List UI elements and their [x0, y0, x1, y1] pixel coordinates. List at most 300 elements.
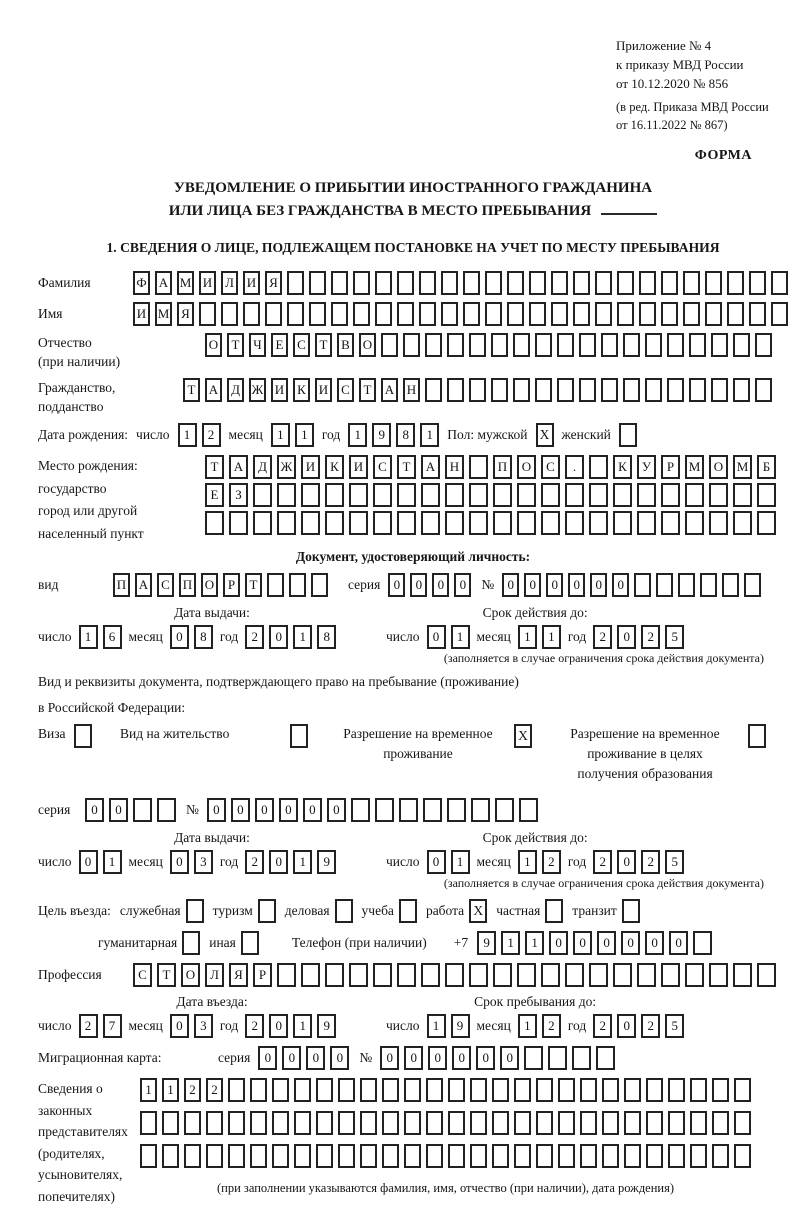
char-cell[interactable] — [709, 963, 728, 987]
char-cell[interactable]: И — [199, 271, 216, 295]
char-cell[interactable] — [228, 1111, 245, 1135]
purpose-official-checkbox[interactable] — [186, 899, 204, 923]
char-cell[interactable]: 1 — [271, 423, 290, 447]
gender-male-checkbox[interactable]: X — [536, 423, 554, 447]
char-cell[interactable]: 6 — [103, 625, 122, 649]
char-cell[interactable]: 0 — [669, 931, 688, 955]
char-cell[interactable]: 1 — [295, 423, 314, 447]
char-cell[interactable] — [757, 511, 776, 535]
char-cell[interactable] — [448, 1111, 465, 1135]
char-cell[interactable]: О — [201, 573, 218, 597]
char-cell[interactable] — [541, 963, 560, 987]
char-cell[interactable] — [133, 798, 152, 822]
char-cell[interactable] — [668, 1078, 685, 1102]
char-cell[interactable] — [573, 271, 590, 295]
char-cell[interactable] — [316, 1111, 333, 1135]
char-cell[interactable]: 0 — [207, 798, 226, 822]
patronymic-cells[interactable] — [205, 333, 772, 357]
char-cell[interactable]: 0 — [546, 573, 563, 597]
char-cell[interactable] — [690, 1078, 707, 1102]
char-cell[interactable] — [580, 1078, 597, 1102]
char-cell[interactable] — [419, 302, 436, 326]
char-cell[interactable] — [381, 333, 398, 357]
arrival-month-cells[interactable] — [170, 1014, 213, 1038]
char-cell[interactable] — [536, 1144, 553, 1168]
char-cell[interactable]: П — [113, 573, 130, 597]
char-cell[interactable] — [397, 511, 416, 535]
char-cell[interactable] — [360, 1078, 377, 1102]
char-cell[interactable] — [722, 573, 739, 597]
char-cell[interactable] — [689, 333, 706, 357]
char-cell[interactable] — [514, 1111, 531, 1135]
char-cell[interactable] — [469, 378, 486, 402]
char-cell[interactable] — [709, 511, 728, 535]
char-cell[interactable] — [646, 1078, 663, 1102]
char-cell[interactable] — [485, 271, 502, 295]
char-cell[interactable]: А — [421, 455, 440, 479]
char-cell[interactable] — [360, 1111, 377, 1135]
char-cell[interactable]: 1 — [542, 625, 561, 649]
char-cell[interactable] — [445, 963, 464, 987]
char-cell[interactable]: 1 — [518, 625, 537, 649]
char-cell[interactable] — [493, 483, 512, 507]
char-cell[interactable] — [470, 1078, 487, 1102]
stay-expiry-month-cells[interactable] — [518, 850, 561, 874]
char-cell[interactable] — [645, 378, 662, 402]
char-cell[interactable] — [661, 302, 678, 326]
char-cell[interactable] — [419, 271, 436, 295]
char-cell[interactable] — [157, 798, 176, 822]
char-cell[interactable] — [595, 271, 612, 295]
char-cell[interactable] — [646, 1111, 663, 1135]
char-cell[interactable]: О — [205, 333, 222, 357]
char-cell[interactable] — [536, 1111, 553, 1135]
char-cell[interactable] — [265, 302, 282, 326]
char-cell[interactable] — [734, 1078, 751, 1102]
char-cell[interactable] — [184, 1111, 201, 1135]
surname-cells[interactable] — [133, 271, 788, 295]
char-cell[interactable]: М — [177, 271, 194, 295]
char-cell[interactable] — [397, 483, 416, 507]
char-cell[interactable] — [162, 1144, 179, 1168]
visa-checkbox[interactable] — [74, 724, 92, 748]
char-cell[interactable] — [705, 302, 722, 326]
char-cell[interactable]: М — [155, 302, 172, 326]
char-cell[interactable]: Т — [157, 963, 176, 987]
char-cell[interactable] — [338, 1144, 355, 1168]
char-cell[interactable] — [551, 271, 568, 295]
legal-row3-cells[interactable] — [140, 1144, 751, 1168]
char-cell[interactable]: 0 — [388, 573, 405, 597]
char-cell[interactable] — [601, 333, 618, 357]
char-cell[interactable] — [287, 271, 304, 295]
char-cell[interactable] — [338, 1078, 355, 1102]
purpose-tourism-checkbox[interactable] — [258, 899, 276, 923]
char-cell[interactable]: Р — [661, 455, 680, 479]
identity-expiry-year-cells[interactable] — [593, 625, 684, 649]
char-cell[interactable]: А — [155, 271, 172, 295]
char-cell[interactable] — [617, 302, 634, 326]
char-cell[interactable] — [517, 511, 536, 535]
stay-issue-day-cells[interactable] — [79, 850, 122, 874]
char-cell[interactable] — [602, 1078, 619, 1102]
char-cell[interactable] — [639, 271, 656, 295]
char-cell[interactable]: К — [613, 455, 632, 479]
purpose-business-checkbox[interactable] — [335, 899, 353, 923]
legal-row2-cells[interactable] — [140, 1111, 751, 1135]
char-cell[interactable]: И — [301, 455, 320, 479]
birth-year-cells[interactable] — [348, 423, 439, 447]
char-cell[interactable] — [514, 1078, 531, 1102]
char-cell[interactable]: 5 — [665, 1014, 684, 1038]
char-cell[interactable] — [492, 1111, 509, 1135]
char-cell[interactable] — [558, 1144, 575, 1168]
char-cell[interactable]: 0 — [85, 798, 104, 822]
char-cell[interactable] — [734, 1111, 751, 1135]
char-cell[interactable] — [589, 483, 608, 507]
char-cell[interactable]: 0 — [573, 931, 592, 955]
char-cell[interactable] — [712, 1144, 729, 1168]
char-cell[interactable] — [228, 1144, 245, 1168]
char-cell[interactable]: С — [293, 333, 310, 357]
char-cell[interactable] — [709, 483, 728, 507]
char-cell[interactable] — [272, 1078, 289, 1102]
char-cell[interactable]: Н — [403, 378, 420, 402]
char-cell[interactable]: 2 — [245, 625, 264, 649]
char-cell[interactable]: 0 — [427, 625, 446, 649]
char-cell[interactable] — [513, 378, 530, 402]
char-cell[interactable] — [535, 333, 552, 357]
arrival-year-cells[interactable] — [245, 1014, 336, 1038]
char-cell[interactable]: 0 — [109, 798, 128, 822]
char-cell[interactable] — [595, 302, 612, 326]
char-cell[interactable] — [403, 333, 420, 357]
char-cell[interactable]: С — [337, 378, 354, 402]
char-cell[interactable] — [199, 302, 216, 326]
char-cell[interactable]: 0 — [452, 1046, 471, 1070]
char-cell[interactable] — [448, 1078, 465, 1102]
char-cell[interactable]: Д — [227, 378, 244, 402]
char-cell[interactable]: И — [315, 378, 332, 402]
char-cell[interactable]: Е — [205, 483, 224, 507]
char-cell[interactable] — [624, 1144, 641, 1168]
stay-issue-month-cells[interactable] — [170, 850, 213, 874]
char-cell[interactable] — [206, 1111, 223, 1135]
stay-expiry-year-cells[interactable] — [593, 850, 684, 874]
char-cell[interactable]: А — [135, 573, 152, 597]
char-cell[interactable]: 2 — [542, 1014, 561, 1038]
char-cell[interactable]: 2 — [641, 850, 660, 874]
char-cell[interactable]: 0 — [303, 798, 322, 822]
char-cell[interactable]: О — [709, 455, 728, 479]
char-cell[interactable] — [289, 573, 306, 597]
char-cell[interactable] — [309, 271, 326, 295]
char-cell[interactable]: 2 — [245, 1014, 264, 1038]
char-cell[interactable]: 7 — [103, 1014, 122, 1038]
char-cell[interactable] — [617, 271, 634, 295]
char-cell[interactable] — [375, 271, 392, 295]
identity-series-cells[interactable] — [388, 573, 471, 597]
char-cell[interactable] — [470, 1144, 487, 1168]
char-cell[interactable] — [712, 1078, 729, 1102]
char-cell[interactable] — [624, 1078, 641, 1102]
char-cell[interactable]: 2 — [79, 1014, 98, 1038]
migration-number-cells[interactable] — [380, 1046, 615, 1070]
char-cell[interactable] — [287, 302, 304, 326]
char-cell[interactable]: Т — [359, 378, 376, 402]
char-cell[interactable] — [613, 963, 632, 987]
char-cell[interactable]: 9 — [477, 931, 496, 955]
char-cell[interactable]: 0 — [330, 1046, 349, 1070]
char-cell[interactable] — [140, 1111, 157, 1135]
char-cell[interactable]: 0 — [645, 931, 664, 955]
char-cell[interactable] — [471, 798, 490, 822]
char-cell[interactable]: 0 — [621, 931, 640, 955]
char-cell[interactable]: Б — [757, 455, 776, 479]
birthplace-row3-cells[interactable] — [205, 511, 776, 535]
char-cell[interactable]: 2 — [245, 850, 264, 874]
char-cell[interactable] — [565, 483, 584, 507]
purpose-work-checkbox[interactable]: X — [469, 899, 487, 923]
char-cell[interactable] — [579, 378, 596, 402]
char-cell[interactable]: 5 — [665, 850, 684, 874]
char-cell[interactable] — [613, 511, 632, 535]
char-cell[interactable] — [421, 483, 440, 507]
char-cell[interactable] — [492, 1144, 509, 1168]
char-cell[interactable] — [140, 1144, 157, 1168]
char-cell[interactable] — [557, 333, 574, 357]
char-cell[interactable]: 2 — [641, 1014, 660, 1038]
char-cell[interactable] — [668, 1111, 685, 1135]
char-cell[interactable] — [206, 1144, 223, 1168]
char-cell[interactable] — [637, 963, 656, 987]
char-cell[interactable]: 0 — [454, 573, 471, 597]
char-cell[interactable] — [250, 1111, 267, 1135]
char-cell[interactable] — [572, 1046, 591, 1070]
char-cell[interactable] — [602, 1111, 619, 1135]
residence-permit-checkbox[interactable] — [290, 724, 308, 748]
char-cell[interactable] — [331, 271, 348, 295]
char-cell[interactable]: 0 — [170, 850, 189, 874]
char-cell[interactable] — [301, 511, 320, 535]
char-cell[interactable] — [294, 1111, 311, 1135]
char-cell[interactable] — [351, 798, 370, 822]
char-cell[interactable] — [253, 511, 272, 535]
char-cell[interactable] — [425, 333, 442, 357]
birth-day-cells[interactable] — [178, 423, 221, 447]
char-cell[interactable]: 0 — [617, 625, 636, 649]
char-cell[interactable]: 0 — [524, 573, 541, 597]
char-cell[interactable] — [349, 483, 368, 507]
char-cell[interactable]: 0 — [79, 850, 98, 874]
char-cell[interactable] — [331, 302, 348, 326]
char-cell[interactable] — [727, 271, 744, 295]
char-cell[interactable]: 1 — [518, 1014, 537, 1038]
identity-issue-month-cells[interactable] — [170, 625, 213, 649]
char-cell[interactable]: 0 — [502, 573, 519, 597]
char-cell[interactable] — [517, 963, 536, 987]
char-cell[interactable] — [661, 483, 680, 507]
char-cell[interactable] — [548, 1046, 567, 1070]
char-cell[interactable]: Ф — [133, 271, 150, 295]
char-cell[interactable] — [399, 798, 418, 822]
char-cell[interactable] — [693, 931, 712, 955]
char-cell[interactable]: О — [517, 455, 536, 479]
char-cell[interactable] — [690, 1111, 707, 1135]
char-cell[interactable] — [277, 483, 296, 507]
char-cell[interactable] — [397, 302, 414, 326]
char-cell[interactable]: А — [229, 455, 248, 479]
char-cell[interactable]: О — [181, 963, 200, 987]
char-cell[interactable] — [382, 1144, 399, 1168]
char-cell[interactable]: 2 — [641, 625, 660, 649]
identity-issue-day-cells[interactable] — [79, 625, 122, 649]
char-cell[interactable]: 8 — [317, 625, 336, 649]
char-cell[interactable] — [661, 511, 680, 535]
char-cell[interactable]: 0 — [269, 625, 288, 649]
char-cell[interactable]: 1 — [427, 1014, 446, 1038]
char-cell[interactable]: 1 — [293, 1014, 312, 1038]
char-cell[interactable] — [541, 483, 560, 507]
char-cell[interactable] — [558, 1111, 575, 1135]
char-cell[interactable]: С — [541, 455, 560, 479]
char-cell[interactable] — [492, 1078, 509, 1102]
char-cell[interactable]: М — [685, 455, 704, 479]
char-cell[interactable] — [705, 271, 722, 295]
birthplace-row2-cells[interactable] — [205, 483, 776, 507]
temporary-residence-checkbox[interactable]: X — [514, 724, 532, 748]
char-cell[interactable] — [565, 963, 584, 987]
char-cell[interactable] — [661, 271, 678, 295]
char-cell[interactable] — [228, 1078, 245, 1102]
purpose-private-checkbox[interactable] — [545, 899, 563, 923]
char-cell[interactable] — [529, 302, 546, 326]
char-cell[interactable] — [493, 963, 512, 987]
char-cell[interactable] — [491, 378, 508, 402]
char-cell[interactable] — [447, 798, 466, 822]
migration-series-cells[interactable] — [258, 1046, 349, 1070]
char-cell[interactable]: 0 — [327, 798, 346, 822]
char-cell[interactable] — [755, 333, 772, 357]
char-cell[interactable]: А — [381, 378, 398, 402]
char-cell[interactable] — [301, 963, 320, 987]
legal-row1-cells[interactable] — [140, 1078, 751, 1102]
char-cell[interactable]: 1 — [420, 423, 439, 447]
char-cell[interactable] — [373, 483, 392, 507]
char-cell[interactable]: 1 — [293, 850, 312, 874]
char-cell[interactable]: С — [133, 963, 152, 987]
char-cell[interactable] — [757, 963, 776, 987]
char-cell[interactable] — [495, 798, 514, 822]
char-cell[interactable]: Т — [205, 455, 224, 479]
arrival-day-cells[interactable] — [79, 1014, 122, 1038]
char-cell[interactable]: 0 — [612, 573, 629, 597]
char-cell[interactable] — [667, 378, 684, 402]
citizenship-cells[interactable] — [183, 378, 772, 402]
char-cell[interactable] — [397, 963, 416, 987]
char-cell[interactable] — [733, 511, 752, 535]
char-cell[interactable] — [353, 271, 370, 295]
char-cell[interactable] — [771, 302, 788, 326]
char-cell[interactable]: Ж — [249, 378, 266, 402]
char-cell[interactable] — [656, 573, 673, 597]
char-cell[interactable]: 0 — [500, 1046, 519, 1070]
char-cell[interactable] — [744, 573, 761, 597]
char-cell[interactable] — [507, 271, 524, 295]
char-cell[interactable]: . — [565, 455, 584, 479]
char-cell[interactable]: Р — [253, 963, 272, 987]
purpose-transit-checkbox[interactable] — [622, 899, 640, 923]
char-cell[interactable] — [463, 271, 480, 295]
char-cell[interactable]: 8 — [396, 423, 415, 447]
char-cell[interactable]: 0 — [282, 1046, 301, 1070]
char-cell[interactable]: О — [359, 333, 376, 357]
stay-number-cells[interactable] — [207, 798, 538, 822]
char-cell[interactable] — [485, 302, 502, 326]
char-cell[interactable] — [447, 333, 464, 357]
char-cell[interactable] — [685, 511, 704, 535]
char-cell[interactable]: Я — [265, 271, 282, 295]
char-cell[interactable] — [309, 302, 326, 326]
char-cell[interactable] — [601, 378, 618, 402]
char-cell[interactable]: 1 — [451, 625, 470, 649]
char-cell[interactable] — [733, 963, 752, 987]
char-cell[interactable]: Т — [315, 333, 332, 357]
char-cell[interactable]: 0 — [306, 1046, 325, 1070]
char-cell[interactable] — [421, 963, 440, 987]
char-cell[interactable] — [205, 511, 224, 535]
birth-month-cells[interactable] — [271, 423, 314, 447]
char-cell[interactable]: В — [337, 333, 354, 357]
char-cell[interactable] — [373, 963, 392, 987]
char-cell[interactable]: 2 — [593, 625, 612, 649]
char-cell[interactable]: 2 — [593, 850, 612, 874]
char-cell[interactable] — [277, 963, 296, 987]
identity-kind-cells[interactable] — [113, 573, 328, 597]
char-cell[interactable] — [589, 455, 608, 479]
char-cell[interactable] — [470, 1111, 487, 1135]
char-cell[interactable] — [375, 302, 392, 326]
char-cell[interactable] — [757, 483, 776, 507]
char-cell[interactable]: 0 — [432, 573, 449, 597]
char-cell[interactable]: 0 — [269, 850, 288, 874]
char-cell[interactable] — [229, 511, 248, 535]
char-cell[interactable] — [349, 511, 368, 535]
char-cell[interactable]: 1 — [518, 850, 537, 874]
char-cell[interactable] — [637, 511, 656, 535]
identity-expiry-month-cells[interactable] — [518, 625, 561, 649]
char-cell[interactable] — [690, 1144, 707, 1168]
char-cell[interactable] — [689, 378, 706, 402]
char-cell[interactable] — [749, 302, 766, 326]
char-cell[interactable] — [613, 483, 632, 507]
birthplace-row1-cells[interactable] — [205, 455, 776, 479]
char-cell[interactable] — [639, 302, 656, 326]
char-cell[interactable] — [325, 511, 344, 535]
char-cell[interactable]: 0 — [279, 798, 298, 822]
char-cell[interactable] — [421, 511, 440, 535]
char-cell[interactable] — [469, 963, 488, 987]
char-cell[interactable] — [711, 378, 728, 402]
char-cell[interactable]: К — [293, 378, 310, 402]
char-cell[interactable]: Т — [245, 573, 262, 597]
identity-issue-year-cells[interactable] — [245, 625, 336, 649]
char-cell[interactable] — [253, 483, 272, 507]
char-cell[interactable] — [683, 271, 700, 295]
char-cell[interactable] — [513, 333, 530, 357]
char-cell[interactable]: И — [349, 455, 368, 479]
char-cell[interactable]: 0 — [617, 1014, 636, 1038]
